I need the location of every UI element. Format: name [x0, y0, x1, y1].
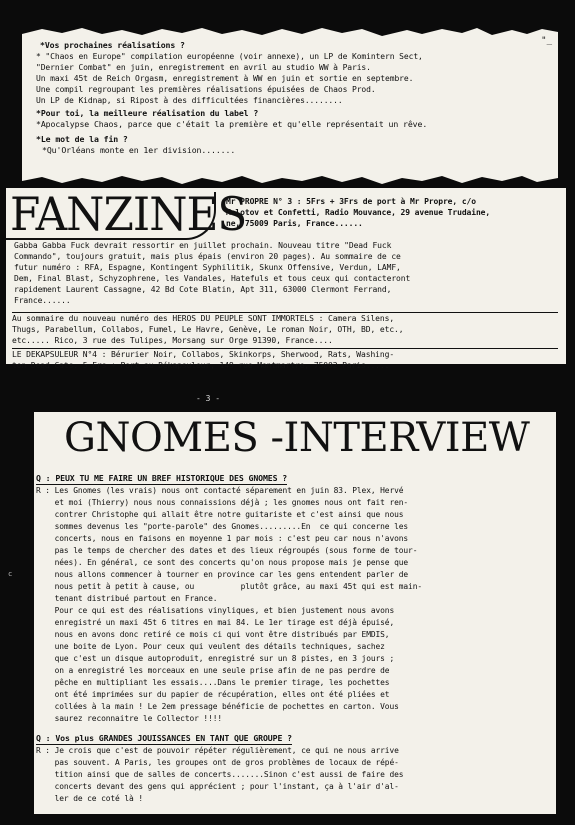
interview-answer-line: enregistré un maxi 45t 6 titres en mai 84. Le 1er tirage est déjà épuisé,	[36, 618, 395, 628]
heros-line: Au sommaire du nouveau numéro des HEROS DU PEUPLE SONT IMMORTELS : Camera Silens,	[12, 314, 395, 323]
interview-answer-line: concerts devant des gens qui apprécient ; pour l'instant, ça à l'air d'al-	[36, 782, 399, 792]
gabba-line: Commando", toujours gratuit, mais plus épais (environ 20 pages). Au sommaire de ce	[14, 252, 401, 261]
interview-answer-line: Pour ce qui est des réalisations vinyliques, et bien justement nous avons	[36, 606, 395, 616]
fanzines-title: FANZINES	[10, 187, 247, 241]
interview-answer-line: R : Les Gnomes (les vrais) nous ont contacté séparement en juin 83. Plex, Hervé	[36, 486, 404, 496]
page-number: - 3 -	[196, 394, 221, 403]
interview-answer-line: contrer Christophe qui allait être notre guitariste et c'est ainsi que nous	[36, 510, 404, 520]
mr-propre-line: Molotov et Confetti, Radio Mouvance, 29 avenue Trudaine,	[226, 208, 491, 217]
mr-propre-line: ne, 75009 Paris, France......	[226, 219, 363, 228]
answer-line: Un maxi 45t de Reich Orgasm, enregistrement à WW en juin et sortie en septembre.	[36, 74, 414, 84]
mr-propre-block	[226, 196, 490, 229]
question-next-releases: *Vos prochaines réalisations ?	[40, 40, 185, 50]
heros-line: etc..... Rico, 3 rue des Tulipes, Morsang sur Orge 91390, France....	[12, 336, 333, 345]
interview-answer-line: saurez reconnaitre le Collector !!!!	[36, 714, 223, 724]
interview-answer-line: tenant distribué partout en France.	[36, 594, 218, 604]
interview-answer-line: une boite de Lyon. Pour ceux qui veulent des détails techniques, sachez	[36, 642, 385, 652]
gabba-line: rapidement Laurent Cassagne, 42 Bd Cote Blatin, Apt 311, 63000 Clermont Ferrand,	[14, 285, 392, 294]
mr-propre-line: Mr PROPRE N° 3 : 5Frs + 3Frs de port à Mr Propre, c/o	[226, 197, 476, 206]
interview-answer-line: nées). En général, ce sont des concerts qu'on nous propose mais je pense que	[36, 558, 409, 568]
interview-answer-line: sommes devenus les "porte-parole" des Gnomes.........En ce qui concerne les	[36, 522, 409, 532]
gabba-gabba-fuck-block	[14, 240, 410, 306]
gnomes-interview-section	[34, 412, 556, 814]
interview-question-history: Q : PEUX TU ME FAIRE UN BREF HISTORIQUE DES GNOMES ?	[36, 473, 287, 485]
corner-mark: "_	[541, 36, 552, 46]
answer-last-word: *Qu'Orléans monte en 1er division.......	[42, 144, 236, 155]
interview-answer-line: ler de ce coté là !	[36, 794, 143, 804]
interview-answer-line: nous en avons donc retiré ce mois ci qui vont être distribués par EMDIS,	[36, 630, 390, 640]
dekapsuleur-line: LE DEKAPSULEUR N°4 : Bérurier Noir, Collabos, Skinkorps, Sherwood, Rats, Washing-	[12, 350, 395, 359]
interview-answer-line: pas souvent. A Paris, les groupes ont de gros problèmes de locaux de répé-	[36, 758, 399, 768]
interview-answer-line: pêche en multipliant les essais....Dans le premier tirage, les pochettes	[36, 678, 390, 688]
dekapsuleur-line: ton Dead Cats. 5 Frs + Port au Dékapsuleur, 149 rue Montmartre, 75002 Paris.....	[12, 361, 390, 370]
interview-title: GNOMES -INTERVIEW	[64, 415, 530, 461]
torn-edge-bottom	[22, 172, 558, 186]
gabba-line: France......	[14, 296, 71, 305]
torn-edge-top	[22, 26, 558, 40]
interview-answer-line: collées à la main ! Le 2em pressage bénéficie de pochettes en carton. Vous	[36, 702, 399, 712]
heros-du-peuple-block	[12, 312, 558, 346]
interview-answer-line: tition ainsi que de salles de concerts.......Sinon c'est aussi de faire des	[36, 770, 404, 780]
interview-answer-line: nous allons commencer à tourner en province car les gens entendent parler de	[36, 570, 409, 580]
interview-answer-line: que c'est un disque autoproduit, enregistré sur un 8 pistes, en 3 jours ;	[36, 654, 395, 664]
interview-answer-history	[36, 485, 552, 725]
edge-mark: c	[8, 570, 13, 578]
fanzines-section	[6, 187, 566, 370]
interview-answer-line: concerts, nous en faisons en moyenne 1 par mois : c'est peu car nous n'avons	[36, 534, 409, 544]
interview-answer-joys	[36, 745, 552, 805]
interview-answer-line: R : Je crois que c'est de pouvoir répéter régulièrement, ce qui ne nous arrive	[36, 746, 399, 756]
top-clipping	[22, 26, 558, 186]
answer-best-release: *Apocalypse Chaos, parce que c'était la première et qu'elle représentait un rêve.	[36, 119, 428, 130]
gabba-line: Gabba Gabba Fuck devrait ressortir en juillet prochain. Nouveau titre "Dead Fuck	[14, 241, 392, 250]
question-last-word: *Le mot de la fin ?	[36, 133, 128, 144]
dekapsuleur-block	[12, 348, 558, 371]
interview-answer-line: pas le temps de chercher des dates et des lieux régroupés (sous forme de tour-	[36, 546, 418, 556]
interview-answer-line: nous petit à petit à cause, ou plutôt grâce, au maxi 45t qui est main-	[36, 582, 422, 592]
interview-question-joys: Q : Vos plus GRANDES JOUISSANCES EN TANT QUE GROUPE ?	[36, 733, 292, 745]
answer-line: * "Chaos en Europe" compilation européenne (voir annexe), un LP de Komintern Sect,	[36, 52, 423, 62]
heros-line: Thugs, Parabellum, Collabos, Fumel, Le Havre, Genève, Le roman Noir, OTH, BD, etc.,	[12, 325, 404, 334]
interview-answer-line: ont été imprimées sur du papier de récupération, elles ont été pliées et	[36, 690, 390, 700]
interview-answer-line: on a enregistré les morceaux en une seule prise afin de ne pas perdre de	[36, 666, 390, 676]
interview-answer-line: et moi (Thierry) nous nous connaissions déjà ; les gnomes nous ont fait ren-	[36, 498, 409, 508]
gabba-line: futur numéro : RFA, Espagne, Kontingent Syphilitik, Skunx Offensive, Verdun, LAMF,	[14, 263, 401, 272]
gabba-line: Dem, Final Blast, Schyzophrene, les Vandales, Hatefuls et tous ceux qui contacteront	[14, 274, 411, 283]
answer-line: Un LP de Kidnap, si Ripost à des difficultées financières........	[36, 96, 343, 106]
answer-line: "Dernier Combat" en juin, enregistrement en avril au studio WW à Paris.	[36, 63, 371, 73]
answer-line: Une compil regroupant les premières réalisations épuisées de Chaos Prod.	[36, 85, 376, 95]
question-best-release: *Pour toi, la meilleure réalisation du label ?	[36, 108, 259, 119]
answer-next-releases	[36, 51, 546, 106]
